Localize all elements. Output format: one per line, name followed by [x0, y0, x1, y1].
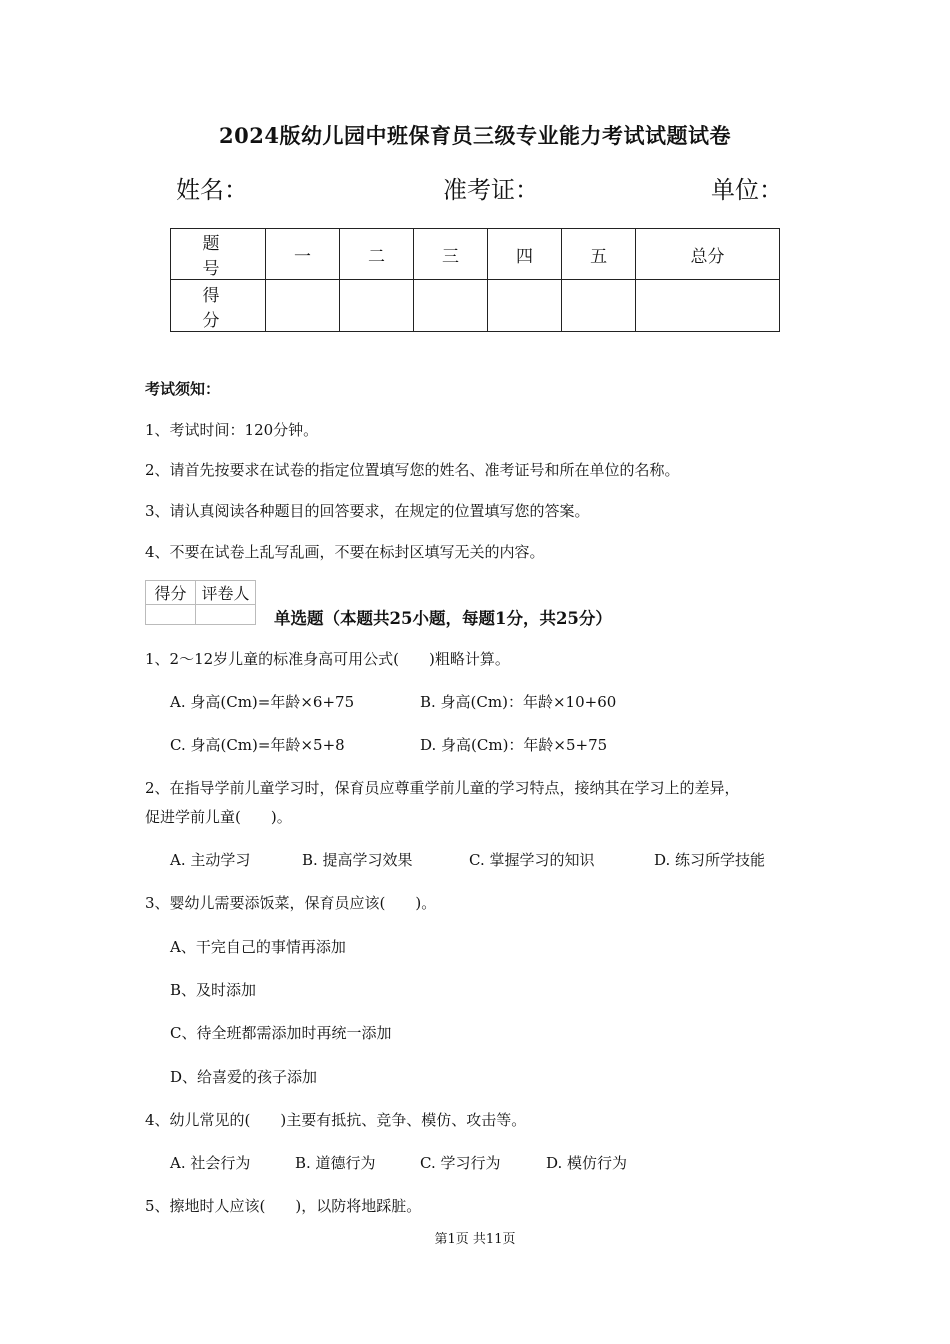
score-cell — [266, 280, 340, 332]
section-title: 单选题（本题共25小题，每题1分，共25分） — [274, 609, 612, 628]
score-table-header-label: 题 号 — [171, 229, 266, 280]
question-option: D. 身高(Cm)：年龄×5+75 — [420, 736, 608, 754]
question-option: A. 社会行为 — [170, 1154, 251, 1172]
question-option: B. 提高学习效果 — [302, 851, 413, 869]
name-field-label: 姓名： — [176, 176, 248, 204]
question-option: C. 掌握学习的知识 — [469, 851, 595, 869]
score-table-col-3: 三 — [414, 229, 488, 280]
question-stem: 5、擦地时人应该( )，以防将地踩脏。 — [145, 1197, 422, 1215]
question-option: D. 练习所学技能 — [654, 851, 766, 869]
grader-name-label: 评卷人 — [196, 581, 256, 605]
question-option: D、给喜爱的孩子添加 — [170, 1068, 318, 1086]
question-option: A、干完自己的事情再添加 — [170, 938, 346, 956]
score-cell — [562, 280, 636, 332]
grader-box — [145, 580, 256, 625]
score-cell — [340, 280, 414, 332]
score-cell — [488, 280, 562, 332]
score-table-col-total: 总分 — [636, 229, 780, 280]
score-table-col-1: 一 — [266, 229, 340, 280]
notice-item: 1、考试时间：120分钟。 — [145, 421, 319, 439]
question-option: A. 身高(Cm)=年龄×6+75 — [170, 693, 355, 711]
notice-item: 2、请首先按要求在试卷的指定位置填写您的姓名、准考证号和所在单位的名称。 — [145, 461, 680, 479]
page-footer: 第1页 共11页 — [434, 1232, 516, 1247]
grader-name-cell — [196, 605, 256, 625]
question-stem: 4、幼儿常见的( )主要有抵抗、竞争、模仿、攻击等。 — [145, 1111, 527, 1129]
question-stem-continued: 促进学前儿童( )。 — [145, 808, 292, 826]
question-option: C. 学习行为 — [420, 1154, 501, 1172]
score-table-col-5: 五 — [562, 229, 636, 280]
notice-title: 考试须知： — [145, 380, 221, 398]
question-option: C、待全班都需添加时再统一添加 — [170, 1024, 392, 1042]
score-table-score-row — [171, 280, 780, 332]
question-stem: 1、2～12岁儿童的标准身高可用公式( )粗略计算。 — [145, 650, 510, 668]
question-option: B、及时添加 — [170, 981, 257, 999]
score-cell — [636, 280, 780, 332]
question-option: C. 身高(Cm)=年龄×5+8 — [170, 736, 345, 754]
score-table-col-2: 二 — [340, 229, 414, 280]
score-cell — [414, 280, 488, 332]
ticket-field-label: 准考证： — [443, 176, 539, 204]
score-table-col-4: 四 — [488, 229, 562, 280]
question-stem: 3、婴幼儿需要添饭菜，保育员应该( )。 — [145, 894, 437, 912]
grader-score-label: 得分 — [146, 581, 196, 605]
unit-field-label: 单位： — [711, 176, 783, 204]
question-option: B. 道德行为 — [295, 1154, 376, 1172]
score-table — [170, 228, 780, 332]
notice-item: 4、不要在试卷上乱写乱画，不要在标封区填写无关的内容。 — [145, 543, 545, 561]
notice-item: 3、请认真阅读各种题目的回答要求，在规定的位置填写您的答案。 — [145, 502, 590, 520]
question-option: A. 主动学习 — [170, 851, 251, 869]
score-table-header-row — [171, 229, 780, 280]
question-option: D. 模仿行为 — [546, 1154, 628, 1172]
grader-score-cell — [146, 605, 196, 625]
question-option: B. 身高(Cm)：年龄×10+60 — [420, 693, 617, 711]
question-stem: 2、在指导学前儿童学习时，保育员应尊重学前儿童的学习特点，接纳其在学习上的差异， — [145, 779, 740, 797]
page-title: 2024版幼儿园中班保育员三级专业能力考试试题试卷 — [219, 123, 731, 148]
score-table-row-label: 得 分 — [171, 280, 266, 332]
